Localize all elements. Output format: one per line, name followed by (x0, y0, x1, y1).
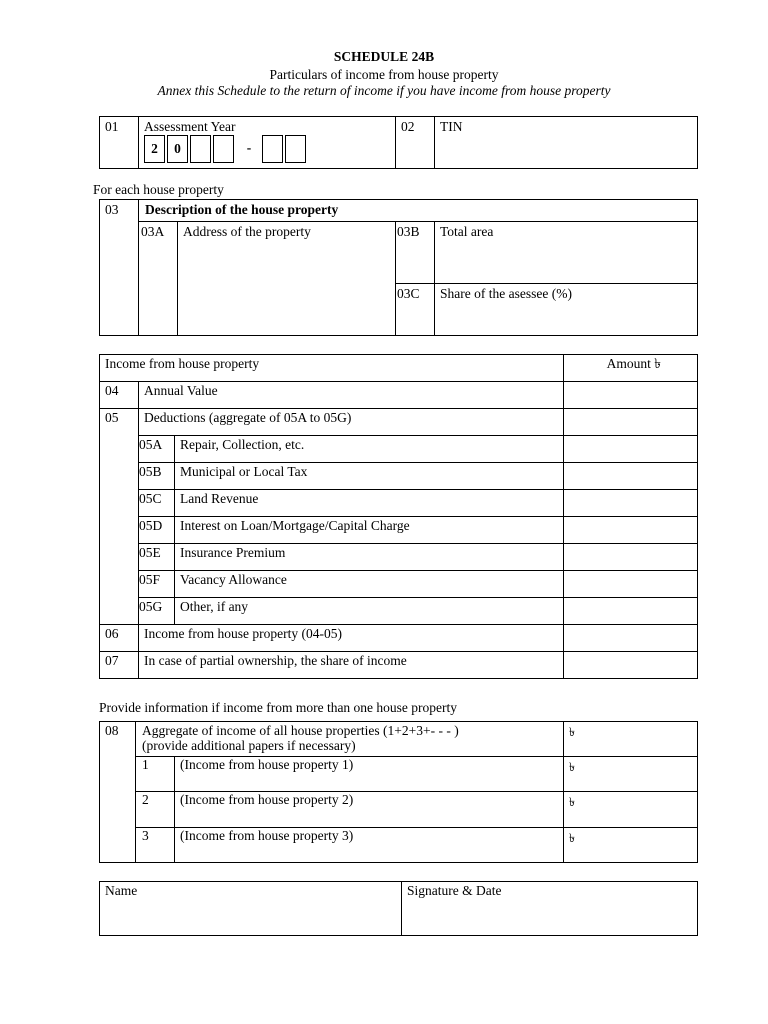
tin-field[interactable] (435, 117, 698, 169)
description-title: Description of the house property (139, 200, 698, 222)
assessment-year-label: Assessment Year (144, 119, 236, 134)
property-3-number: 3 (136, 828, 175, 863)
insurance-premium-amount[interactable] (564, 544, 698, 571)
total-area-label: Total area (440, 224, 494, 239)
code-05d: 05D (139, 517, 175, 544)
code-06: 06 (100, 625, 139, 652)
municipal-tax-amount[interactable] (564, 463, 698, 490)
code-03b: 03B (396, 222, 435, 284)
name-field[interactable] (100, 882, 402, 936)
insurance-premium-label: Insurance Premium (175, 544, 564, 571)
annual-value-label: Annual Value (139, 382, 564, 409)
row-number-02: 02 (396, 117, 435, 169)
schedule-instruction: Annex this Schedule to the return of income if you have income from house property (157, 83, 611, 98)
name-label: Name (105, 883, 138, 898)
other-amount[interactable] (564, 598, 698, 625)
property-2-label: (Income from house property 2) (175, 792, 564, 828)
row-number-01: 01 (100, 117, 139, 169)
assessment-tin-table (99, 116, 698, 169)
multiple-properties-table (99, 721, 698, 863)
signature-table (99, 881, 698, 936)
share-label: Share of the asessee (%) (440, 286, 572, 301)
code-07: 07 (100, 652, 139, 679)
taka-sign: ৳ (569, 831, 575, 845)
property-1-number: 1 (136, 757, 175, 792)
aggregate-line-2: (provide additional papers if necessary) (142, 738, 356, 753)
code-03a: 03A (139, 222, 178, 336)
property-3-amount[interactable] (564, 828, 698, 863)
deductions-amount[interactable] (564, 409, 698, 436)
year-box-4[interactable] (213, 135, 234, 163)
property-2-amount[interactable] (564, 792, 698, 828)
property-1-label: (Income from house property 1) (175, 757, 564, 792)
land-revenue-amount[interactable] (564, 490, 698, 517)
code-05g: 05G (139, 598, 175, 625)
address-field[interactable] (178, 222, 396, 336)
income-header-label: Income from house property (100, 355, 564, 382)
taka-sign: ৳ (569, 760, 575, 774)
aggregate-line-1: Aggregate of income of all house properties (1+2+3+- - - ) (142, 723, 459, 738)
interest-loan-amount[interactable] (564, 517, 698, 544)
signature-date-label: Signature & Date (407, 883, 502, 898)
other-label: Other, if any (175, 598, 564, 625)
repair-label: Repair, Collection, etc. (175, 436, 564, 463)
share-field[interactable] (435, 284, 698, 336)
aggregate-amount[interactable] (564, 722, 698, 757)
annual-value-amount[interactable] (564, 382, 698, 409)
code-05b: 05B (139, 463, 175, 490)
interest-loan-label: Interest on Loan/Mortgage/Capital Charge (175, 517, 564, 544)
schedule-subtitle: Particulars of income from house property (269, 67, 499, 82)
code-05: 05 (100, 409, 139, 625)
signature-date-field[interactable] (402, 882, 698, 936)
year-box-2[interactable]: 0 (167, 135, 188, 163)
code-03c: 03C (396, 284, 435, 336)
amount-header: Amount ৳ (564, 355, 698, 382)
year-box-6[interactable] (285, 135, 306, 163)
property-3-label: (Income from house property 3) (175, 828, 564, 863)
tin-label: TIN (440, 119, 463, 134)
code-05f: 05F (139, 571, 175, 598)
year-box-5[interactable] (262, 135, 283, 163)
code-05c: 05C (139, 490, 175, 517)
code-05a: 05A (139, 436, 175, 463)
for-each-property-text: For each house property (93, 182, 224, 197)
assessment-year-cell (139, 117, 396, 169)
schedule-title: SCHEDULE 24B (333, 49, 435, 64)
taka-sign: ৳ (569, 795, 575, 809)
partial-ownership-amount[interactable] (564, 652, 698, 679)
code-05e: 05E (139, 544, 175, 571)
repair-amount[interactable] (564, 436, 698, 463)
land-revenue-label: Land Revenue (175, 490, 564, 517)
deductions-label: Deductions (aggregate of 05A to 05G) (139, 409, 564, 436)
vacancy-allowance-amount[interactable] (564, 571, 698, 598)
property-2-number: 2 (136, 792, 175, 828)
aggregate-label (136, 722, 564, 757)
multiple-properties-text: Provide information if income from more than one house property (99, 700, 458, 715)
income-house-property-amount[interactable] (564, 625, 698, 652)
vacancy-allowance-label: Vacancy Allowance (175, 571, 564, 598)
partial-ownership-label: In case of partial ownership, the share of income (139, 652, 564, 679)
code-08: 08 (100, 722, 136, 863)
year-dash: - (246, 140, 252, 155)
income-house-property-label: Income from house property (04-05) (139, 625, 564, 652)
assessment-year-boxes (144, 135, 390, 163)
row-number-03: 03 (100, 200, 139, 336)
municipal-tax-label: Municipal or Local Tax (175, 463, 564, 490)
year-box-1[interactable]: 2 (144, 135, 165, 163)
year-box-3[interactable] (190, 135, 211, 163)
property-1-amount[interactable] (564, 757, 698, 792)
income-table (99, 354, 698, 679)
code-04: 04 (100, 382, 139, 409)
taka-sign: ৳ (569, 725, 575, 739)
total-area-field[interactable] (435, 222, 698, 284)
address-label: Address of the property (183, 224, 311, 239)
property-description-table (99, 199, 698, 336)
